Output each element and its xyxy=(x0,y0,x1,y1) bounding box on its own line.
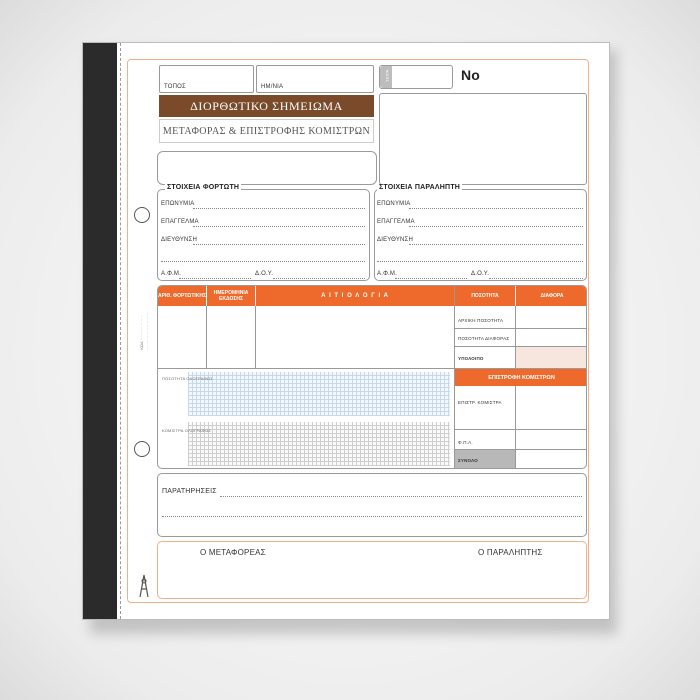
col-bill-no: ΑΡΙΘ. ΦΟΡΤΩΤΙΚΗΣ xyxy=(158,286,206,306)
qty-words-label: ΠΟΣΟΤΗΤΑ ΟΛΟΓΡΑΦΩΣ xyxy=(162,376,213,381)
shipper-afm-label: Α.Φ.Μ. xyxy=(161,271,181,277)
recipient-profession-line[interactable] xyxy=(409,226,583,227)
notes-line-1[interactable] xyxy=(220,496,582,497)
notes-box[interactable] xyxy=(157,473,587,537)
balance-label: ΥΠΟΛΟΙΠΟ xyxy=(458,356,484,361)
series-label: ΣΕΙΡΑ xyxy=(384,69,390,82)
number-label: No xyxy=(461,67,481,83)
perforation-line xyxy=(120,43,121,619)
place-field[interactable] xyxy=(159,65,254,93)
shipper-afm-line[interactable] xyxy=(179,278,251,279)
recipient-afm-label: Α.Φ.Μ. xyxy=(377,271,397,277)
shipper-address-line[interactable] xyxy=(193,244,365,245)
shipper-name-label: ΕΠΩΝΥΜΙΑ xyxy=(161,201,195,207)
divider xyxy=(206,306,207,368)
recipient-profession-label: ΕΠΑΓΓΕΛΜΑ xyxy=(377,219,415,225)
series-field[interactable] xyxy=(379,65,453,89)
recipient-title: ΣΤΟΙΧΕΙΑ ΠΑΡΑΛΗΠΤΗ xyxy=(379,184,461,191)
form-subtitle: ΜΕΤΑΦΟΡΑΣ & ΕΠΙΣΤΡΟΦΗΣ ΚΟΜΙΣΤΡΩΝ xyxy=(159,119,374,143)
recipient-name-line[interactable] xyxy=(409,208,583,209)
form-page xyxy=(82,42,610,620)
notes-label: ΠΑΡΑΤΗΡΗΣΕΙΣ xyxy=(162,488,217,495)
shipper-doy-label: Δ.Ο.Υ. xyxy=(255,271,274,277)
qty-words-field[interactable] xyxy=(188,372,450,416)
divider xyxy=(454,429,587,430)
side-print-text: ΚΩΔ ·· ·· ·· ·· ·· ·· ·· ·· ·· ·· ·· ·· ·· ·· ·· ·· ·· xyxy=(139,313,150,350)
col-issue-date: ΗΜΕΡΟΜΗΝΙΑ ΕΚΔΟΣΗΣ xyxy=(207,286,255,306)
recipient-doy-label: Δ.Ο.Υ. xyxy=(471,271,490,277)
col-reason: Α Ι Τ Ι Ο Λ Ο Γ Ι Α xyxy=(256,286,454,306)
fare-words-field[interactable] xyxy=(188,422,450,466)
recipient-afm-line[interactable] xyxy=(395,278,467,279)
shipper-title: ΣΤΟΙΧΕΙΑ ΦΟΡΤΩΤΗ xyxy=(167,184,240,191)
carrier-signature-label: Ο ΜΕΤΑΦΟΡΕΑΣ xyxy=(200,548,266,557)
blank-info-box[interactable] xyxy=(157,151,377,185)
total-label: ΣΥΝΟΛΟ xyxy=(458,458,478,463)
recipient-extra-line[interactable] xyxy=(377,261,583,262)
binding-spine xyxy=(83,43,117,619)
form-title: ΔΙΟΡΘΩΤΙΚΟ ΣΗΜΕΙΩΜΑ xyxy=(159,95,374,117)
shipper-address-label: ΔΙΕΥΘΥΝΣΗ xyxy=(161,237,197,243)
vat-label: Φ.Π.Α. xyxy=(458,440,473,445)
qty-difference-label: ΠΟΣΟΤΗΤΑ ΔΙΑΦΟΡΑΣ xyxy=(458,336,510,341)
date-label: ΗΜ/ΝΙΑ xyxy=(261,84,284,90)
shipper-profession-line[interactable] xyxy=(193,226,365,227)
divider xyxy=(255,306,256,368)
divider xyxy=(515,386,516,469)
initial-qty-label: ΑΡΧΙΚΗ ΠΟΣΟΤΗΤΑ xyxy=(458,318,504,323)
recipient-doy-line[interactable] xyxy=(489,278,583,279)
notes-line-2[interactable] xyxy=(162,516,582,517)
divider xyxy=(454,328,587,329)
fare-return-header: ΕΠΙΣΤΡΟΦΗ ΚΟΜΙΣΤΡΩΝ xyxy=(455,369,587,386)
recipient-address-line[interactable] xyxy=(409,244,583,245)
returned-fare-label: ΕΠΙΣΤΡ. ΚΟΜΙΣΤΡΑ xyxy=(458,400,502,405)
col-quantity: ΠΟΣΟΤΗΤΑ xyxy=(455,286,515,306)
place-label: ΤΟΠΟΣ xyxy=(164,84,186,90)
signature-box xyxy=(157,541,587,599)
issuer-stamp-box[interactable] xyxy=(379,93,587,185)
items-table xyxy=(157,285,587,469)
shipper-doy-line[interactable] xyxy=(273,278,365,279)
shipper-name-line[interactable] xyxy=(193,208,365,209)
shipper-extra-line[interactable] xyxy=(161,261,365,262)
balance-cell-shade xyxy=(516,347,587,368)
recipient-address-label: ΔΙΕΥΘΥΝΣΗ xyxy=(377,237,413,243)
fare-words-label: ΚΟΜΙΣΤΡΑ ΟΛΟΓΡΑΦΩΣ xyxy=(162,428,212,433)
shipper-profession-label: ΕΠΑΓΓΕΛΜΑ xyxy=(161,219,199,225)
recipient-signature-label: Ο ΠΑΡΑΛΗΠΤΗΣ xyxy=(478,548,543,557)
date-field[interactable] xyxy=(256,65,374,93)
col-difference: ΔΙΑΦΟΡΑ xyxy=(516,286,587,306)
recipient-name-label: ΕΠΩΝΥΜΙΑ xyxy=(377,201,411,207)
